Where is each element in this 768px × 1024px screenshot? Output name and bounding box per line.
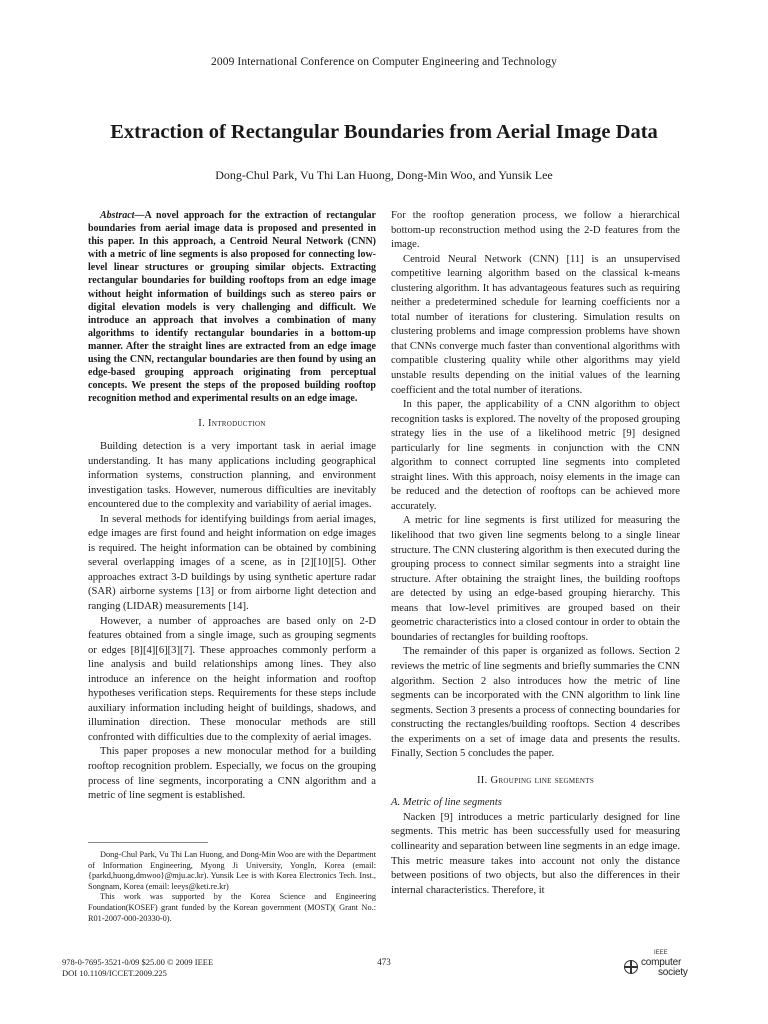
- subsection-heading: A. Metric of line segments: [391, 797, 502, 809]
- section-heading-introduction: [88, 417, 376, 432]
- doi-line: DOI 10.1109/ICCET.2009.225: [62, 968, 167, 978]
- intro-paragraph: Building detection is a very important task in aerial image understanding. It has many applications including geographical information systems, construction planning, and environment investigation tasks. However, numerous difficulties are inevitably encountered due to the complexity and variability of aerial images.: [88, 440, 376, 511]
- left-column: [88, 209, 376, 804]
- footnote-funding: This work was supported by the Korea Science and Engineering Foundation(KOSEF) grant funded by the Korean government (MOST)( Grant No.: R01-2007-000-20330-0).: [88, 892, 376, 923]
- author-list: Dong-Chul Park, Vu Thi Lan Huong, Dong-Min Woo, and Yunsik Lee: [215, 168, 553, 182]
- page-number: 473: [377, 957, 391, 967]
- section-title: Introduction: [208, 418, 266, 430]
- isbn-line: 978-0-7695-3521-0/09 $25.00 © 2009 IEEE: [62, 957, 214, 967]
- body-paragraph: The remainder of this paper is organized as follows. Section 2 reviews the metric of line segments and briefly summaries the CNN algorithm. Section 2 also introduces how the metric of line segments can be incorporated with the CNN algorithm to link line segments. Section 3 presents a process of connecting boundaries for constructing the rectangles/building rooftops. Section 4 describes the experiments on a set of image data and presents the results. Finally, Section 5 concludes the paper.: [391, 646, 680, 760]
- logo-computer-text: computer: [641, 957, 682, 968]
- body-paragraph: Centroid Neural Network (CNN) [11] is an unsupervised competitive learning algorithm based on the classical k-means clustering algorithm. It has advantageous features such as requiring neither a predetermined schedule for learning coefficients nor a total number of iterations for clustering. Simulation results on clustering problems and image compression problems have shown that CNNs converge much faster than conventional algorithms with compatible clustering quality while other algorithms may yield unstable results depending on the initial values of the learning coefficient and the total number of iterations.: [391, 253, 680, 396]
- conference-header: 2009 International Conference on Computer Engineering and Technology: [211, 56, 557, 68]
- footnote-affiliation: Dong-Chul Park, Vu Thi Lan Huong, and Dong-Min Woo are with the Department of Information Engineering, Myong Ji University, YongIn, Korea (email: {parkd,huong,dmwoo}@mju.ac.kr). Yunsik Lee is with Korea Electronics Tech. Inst., Songnam, Korea (email: leeys@keti.re.kr): [88, 850, 376, 891]
- intro-paragraph: However, a number of approaches are based only on 2-D features obtained from a single image, such as grouping segments or edges [8][4][6][3][7]. These approaches commonly perform a line analysis and build relationships among lines. They also introduce an inference on the height information and rooftop hypotheses verification steps. Requirements for these steps include auxiliary information including height of buildings, shadows, and illumination direction. These monocular methods are still confronted with difficulties due to the complexity of aerial images.: [88, 615, 376, 743]
- body-paragraph: A metric for line segments is first utilized for measuring the likelihood that two given line segments belong to a single linear structure. The CNN clustering algorithm is then executed during the grouping process to connect similar segments into a straight line structure. After obtaining the straight lines, the building rooftops are detected by using an edge-based grouping hierarchy. This means that low-level primitives are grouped based on their geometric characteristics into a closed contour in order to obtain the boundaries of rectangles for building rooftops.: [391, 515, 680, 643]
- section-number: I.: [198, 418, 206, 430]
- abstract-label: Abstract: [100, 210, 135, 221]
- globe-icon: [624, 960, 638, 974]
- abstract: [88, 209, 376, 405]
- body-paragraph: Nacken [9] introduces a metric particularly designed for line segments. This metric has been successfully used for measuring collinearity and separation between line segments in an edge image. This metric measure takes into account not only the distance between positions of two objects, but also the differences in their internal characteristics. Therefore, it: [391, 811, 680, 896]
- right-column: [391, 209, 680, 898]
- footnotes: [88, 850, 376, 924]
- footnote-divider: [88, 842, 208, 843]
- section-number: II.: [476, 774, 488, 786]
- computer-society-logo: [624, 950, 708, 980]
- body-paragraph: In this paper, the applicability of a CNN algorithm to object recognition tasks is explored. The novelty of the proposed grouping strategy lies in the use of a likelihood metric [9] designed particularly for line segments in conjunction with the CNN algorithm to connect corrupted line segments into completed straight lines. With this approach, noisy elements in the image can be reduced and the detection of rooftops can be achieved more accurately.: [391, 399, 680, 512]
- logo-ieee-text: IEEE: [654, 950, 668, 956]
- section-heading-grouping: [391, 774, 680, 789]
- paper-title: Extraction of Rectangular Boundaries from Aerial Image Data: [110, 121, 658, 143]
- section-title: Grouping line segments: [490, 774, 595, 786]
- abstract-text: —A novel approach for the extraction of rectangular boundaries from aerial image data is proposed and presented in this paper. In this approach, a Centroid Neural Network (CNN) with a metric of line segments is also proposed for connecting low-level linear structures or grouping similar objects. Extracting rectangular boundaries for building rooftops from an edge image without height information of buildings such as stereo pairs or digital elevation models is very challenging and difficult. We introduce an approach that involves a combination of many algorithms to identify rectangular boundaries in a bottom-up manner. After the straight lines are extracted from an edge image using the CNN, rectangular boundaries are then found by using an edge-based grouping approach originating from perceptual concepts. We present the steps of the proposed building rooftop recognition method and experimental results on an edge image.: [88, 210, 376, 405]
- intro-paragraph: In several methods for identifying buildings from aerial images, edge images are first found and height information on edge images is required. The height information can be obtained by combining several overlapping images of a scene, as in [2][10][5]. Other approaches extract 3-D buildings by using synthetic aperture radar (SAR) airborne systems [13] or from airborne light detection and ranging (LIDAR) measurements [14].: [88, 513, 376, 612]
- intro-paragraph: This paper proposes a new monocular method for a building rooftop recognition problem. Especially, we focus on the grouping process of line segments, incorporating a CNN algorithm and a metric of line segment is established.: [88, 746, 376, 802]
- body-paragraph: For the rooftop generation process, we follow a hierarchical bottom-up reconstruction method using the 2-D features from the image.: [391, 210, 680, 251]
- logo-society-text: society: [658, 967, 688, 978]
